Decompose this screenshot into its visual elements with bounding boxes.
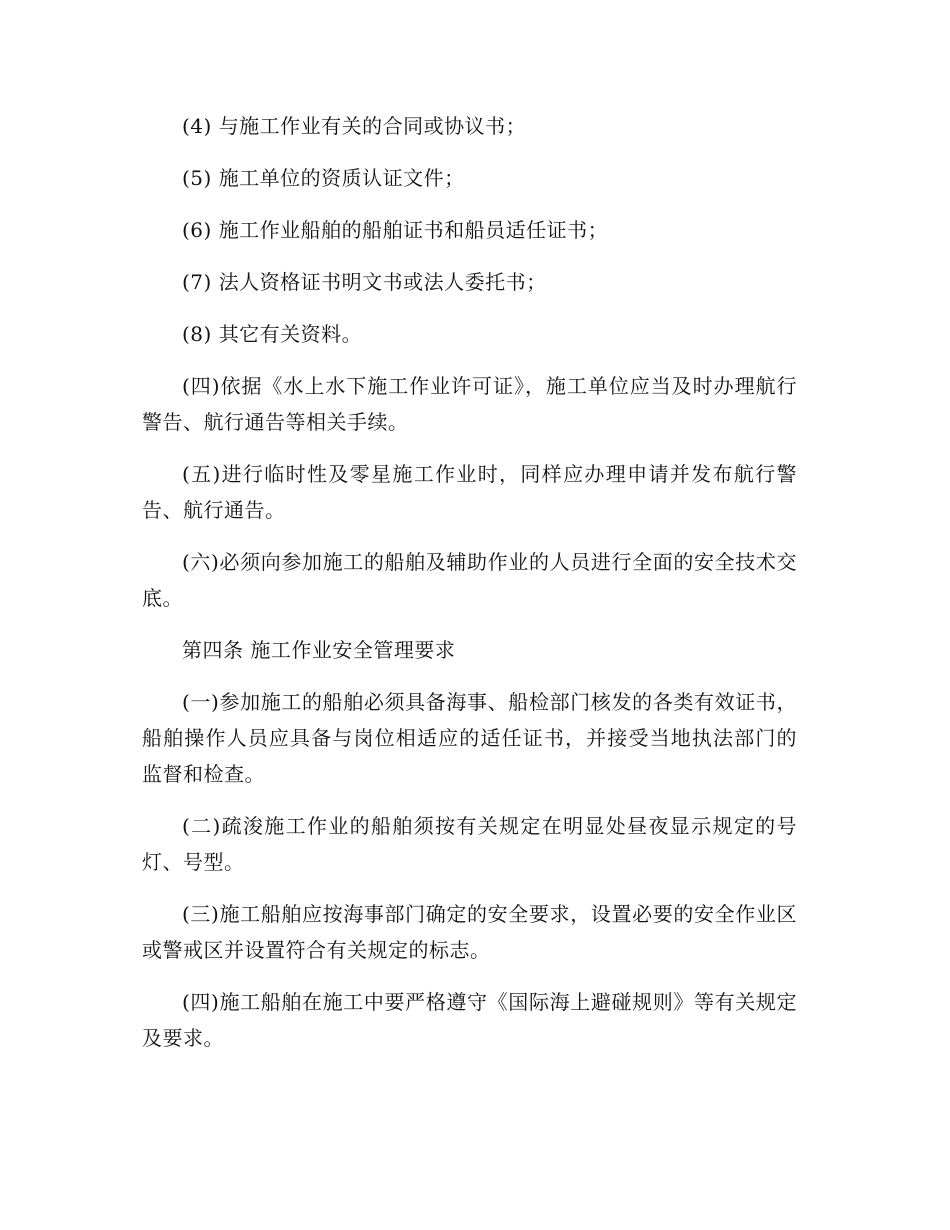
- article-heading: 第四条 施工作业安全管理要求: [182, 638, 456, 662]
- list-item-7: (7) 法人资格证书明文书或法人委托书；: [182, 270, 547, 294]
- list-item-5: (5) 施工单位的资质认证文件；: [182, 166, 465, 190]
- paragraph-section-6: (六)必须向参加施工的船舶及辅助作业的人员进行全面的安全技术交底。: [142, 550, 797, 610]
- paragraph-section-5: (五)进行临时性及零星施工作业时，同样应办理申请并发布航行警告、航行通告。: [142, 462, 797, 522]
- paragraph-requirement-2: (二)疏浚施工作业的船舶须按有关规定在明显处昼夜显示规定的号灯、号型。: [142, 814, 797, 874]
- paragraph-section-4: (四)依据《水上水下施工作业许可证》，施工单位应当及时办理航行警告、航行通告等相关手续。: [142, 374, 797, 434]
- paragraph-requirement-1: (一)参加施工的船舶必须具备海事、船检部门核发的各类有效证书，船舶操作人员应具备与岗位相适应的适任证书，并接受当地执法部门的监督和检查。: [142, 690, 797, 786]
- document-body: [142, 108, 797, 1072]
- list-item-6: (6) 施工作业船舶的船舶证书和船员适任证书；: [182, 218, 609, 242]
- list-item-4: (4) 与施工作业有关的合同或协议书；: [182, 114, 527, 138]
- paragraph-requirement-3: (三)施工船舶应按海事部门确定的安全要求，设置必要的安全作业区或警戒区并设置符合有关规定的标志。: [142, 902, 797, 962]
- list-item-8: (8) 其它有关资料。: [182, 322, 363, 346]
- paragraph-requirement-4: (四)施工船舶在施工中要严格遵守《国际海上避碰规则》等有关规定及要求。: [142, 990, 797, 1050]
